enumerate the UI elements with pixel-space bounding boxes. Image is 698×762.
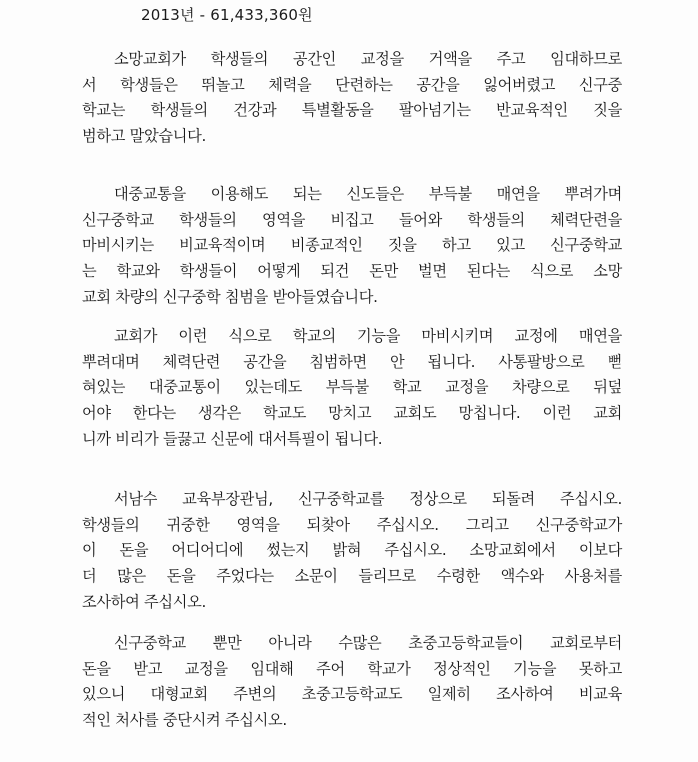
amount-header: 2013년 - 61,433,360원 <box>141 6 313 24</box>
paragraph-line: 범하고 말았습니다. <box>82 127 207 146</box>
paragraph-line: 있으니 대형교회 주변의 초중고등학교도 일제히 조사하여 비교육 <box>82 685 622 704</box>
paragraph-2 <box>82 182 622 311</box>
paragraph-line: 학교는 학생들의 건강과 특별활동을 팔아넘기는 반교육적인 짓을 <box>82 101 622 120</box>
paragraph-line: 니까 비리가 들끓고 신문에 대서특필이 됩니다. <box>82 429 383 448</box>
paragraph-line: 조사하여 주십시오. <box>82 592 207 611</box>
paragraph-line: 이 돈을 어디어디에 썼는지 밝혀 주십시오. 소망교회에서 이보다 <box>82 541 622 560</box>
paragraph-line: 서남수 교육부장관님, 신구중학교를 정상으로 되돌려 주십시오. <box>114 490 622 508</box>
paragraph-line: 더 많은 돈을 주었다는 소문이 들리므로 수령한 액수와 사용처를 <box>82 567 622 586</box>
paragraph-5 <box>82 631 622 734</box>
paragraph-4 <box>82 487 622 616</box>
paragraph-line: 대중교통을 이용해도 되는 신도들은 부득불 매연을 뿌려가며 <box>114 185 622 203</box>
paragraph-line: 적인 처사를 중단시켜 주십시오. <box>82 711 287 730</box>
paragraph-line: 소망교회가 학생들의 공간인 교정을 거액을 주고 임대하므로 <box>114 50 622 68</box>
paragraph-line: 교회 차량의 신구중학 침범을 받아들였습니다. <box>82 287 378 306</box>
paragraph-line: 서 학생들은 뛰놀고 체력을 단련하는 공간을 잃어버렸고 신구중 <box>82 75 622 94</box>
paragraph-line: 신구중학교 뿐만 아니라 수많은 초중고등학교들이 교회로부터 <box>114 634 622 652</box>
paragraph-1 <box>82 47 622 150</box>
paragraph-line: 교회가 이런 식으로 학교의 기능을 마비시키며 교정에 매연을 <box>114 327 622 345</box>
paragraph-line: 는 학교와 학생들이 어떻게 되건 돈만 벌면 된다는 식으로 소망 <box>82 262 622 281</box>
paragraph-line: 어야 한다는 생각은 학교도 망치고 교회도 망칩니다. 이런 교회 <box>82 404 622 423</box>
paragraph-line: 혀있는 대중교통이 있는데도 부득불 학교 교정을 차량으로 뒤덮 <box>82 378 622 397</box>
paragraph-line: 돈을 받고 교정을 임대해 주어 학교가 정상적인 기능을 못하고 <box>82 659 622 678</box>
paragraph-line: 뿌려대며 체력단련 공간을 침범하면 안 됩니다. 사통팔방으로 뻗 <box>82 352 622 371</box>
paragraph-3 <box>82 324 622 453</box>
paragraph-line: 마비시키는 비교육적이며 비종교적인 짓을 하고 있고 신구중학교 <box>82 236 622 255</box>
paragraph-line: 신구중학교 학생들의 영역을 비집고 들어와 학생들의 체력단련을 <box>82 210 622 229</box>
paragraph-line: 학생들의 귀중한 영역을 되찾아 주십시오. 그리고 신구중학교가 <box>82 515 622 534</box>
